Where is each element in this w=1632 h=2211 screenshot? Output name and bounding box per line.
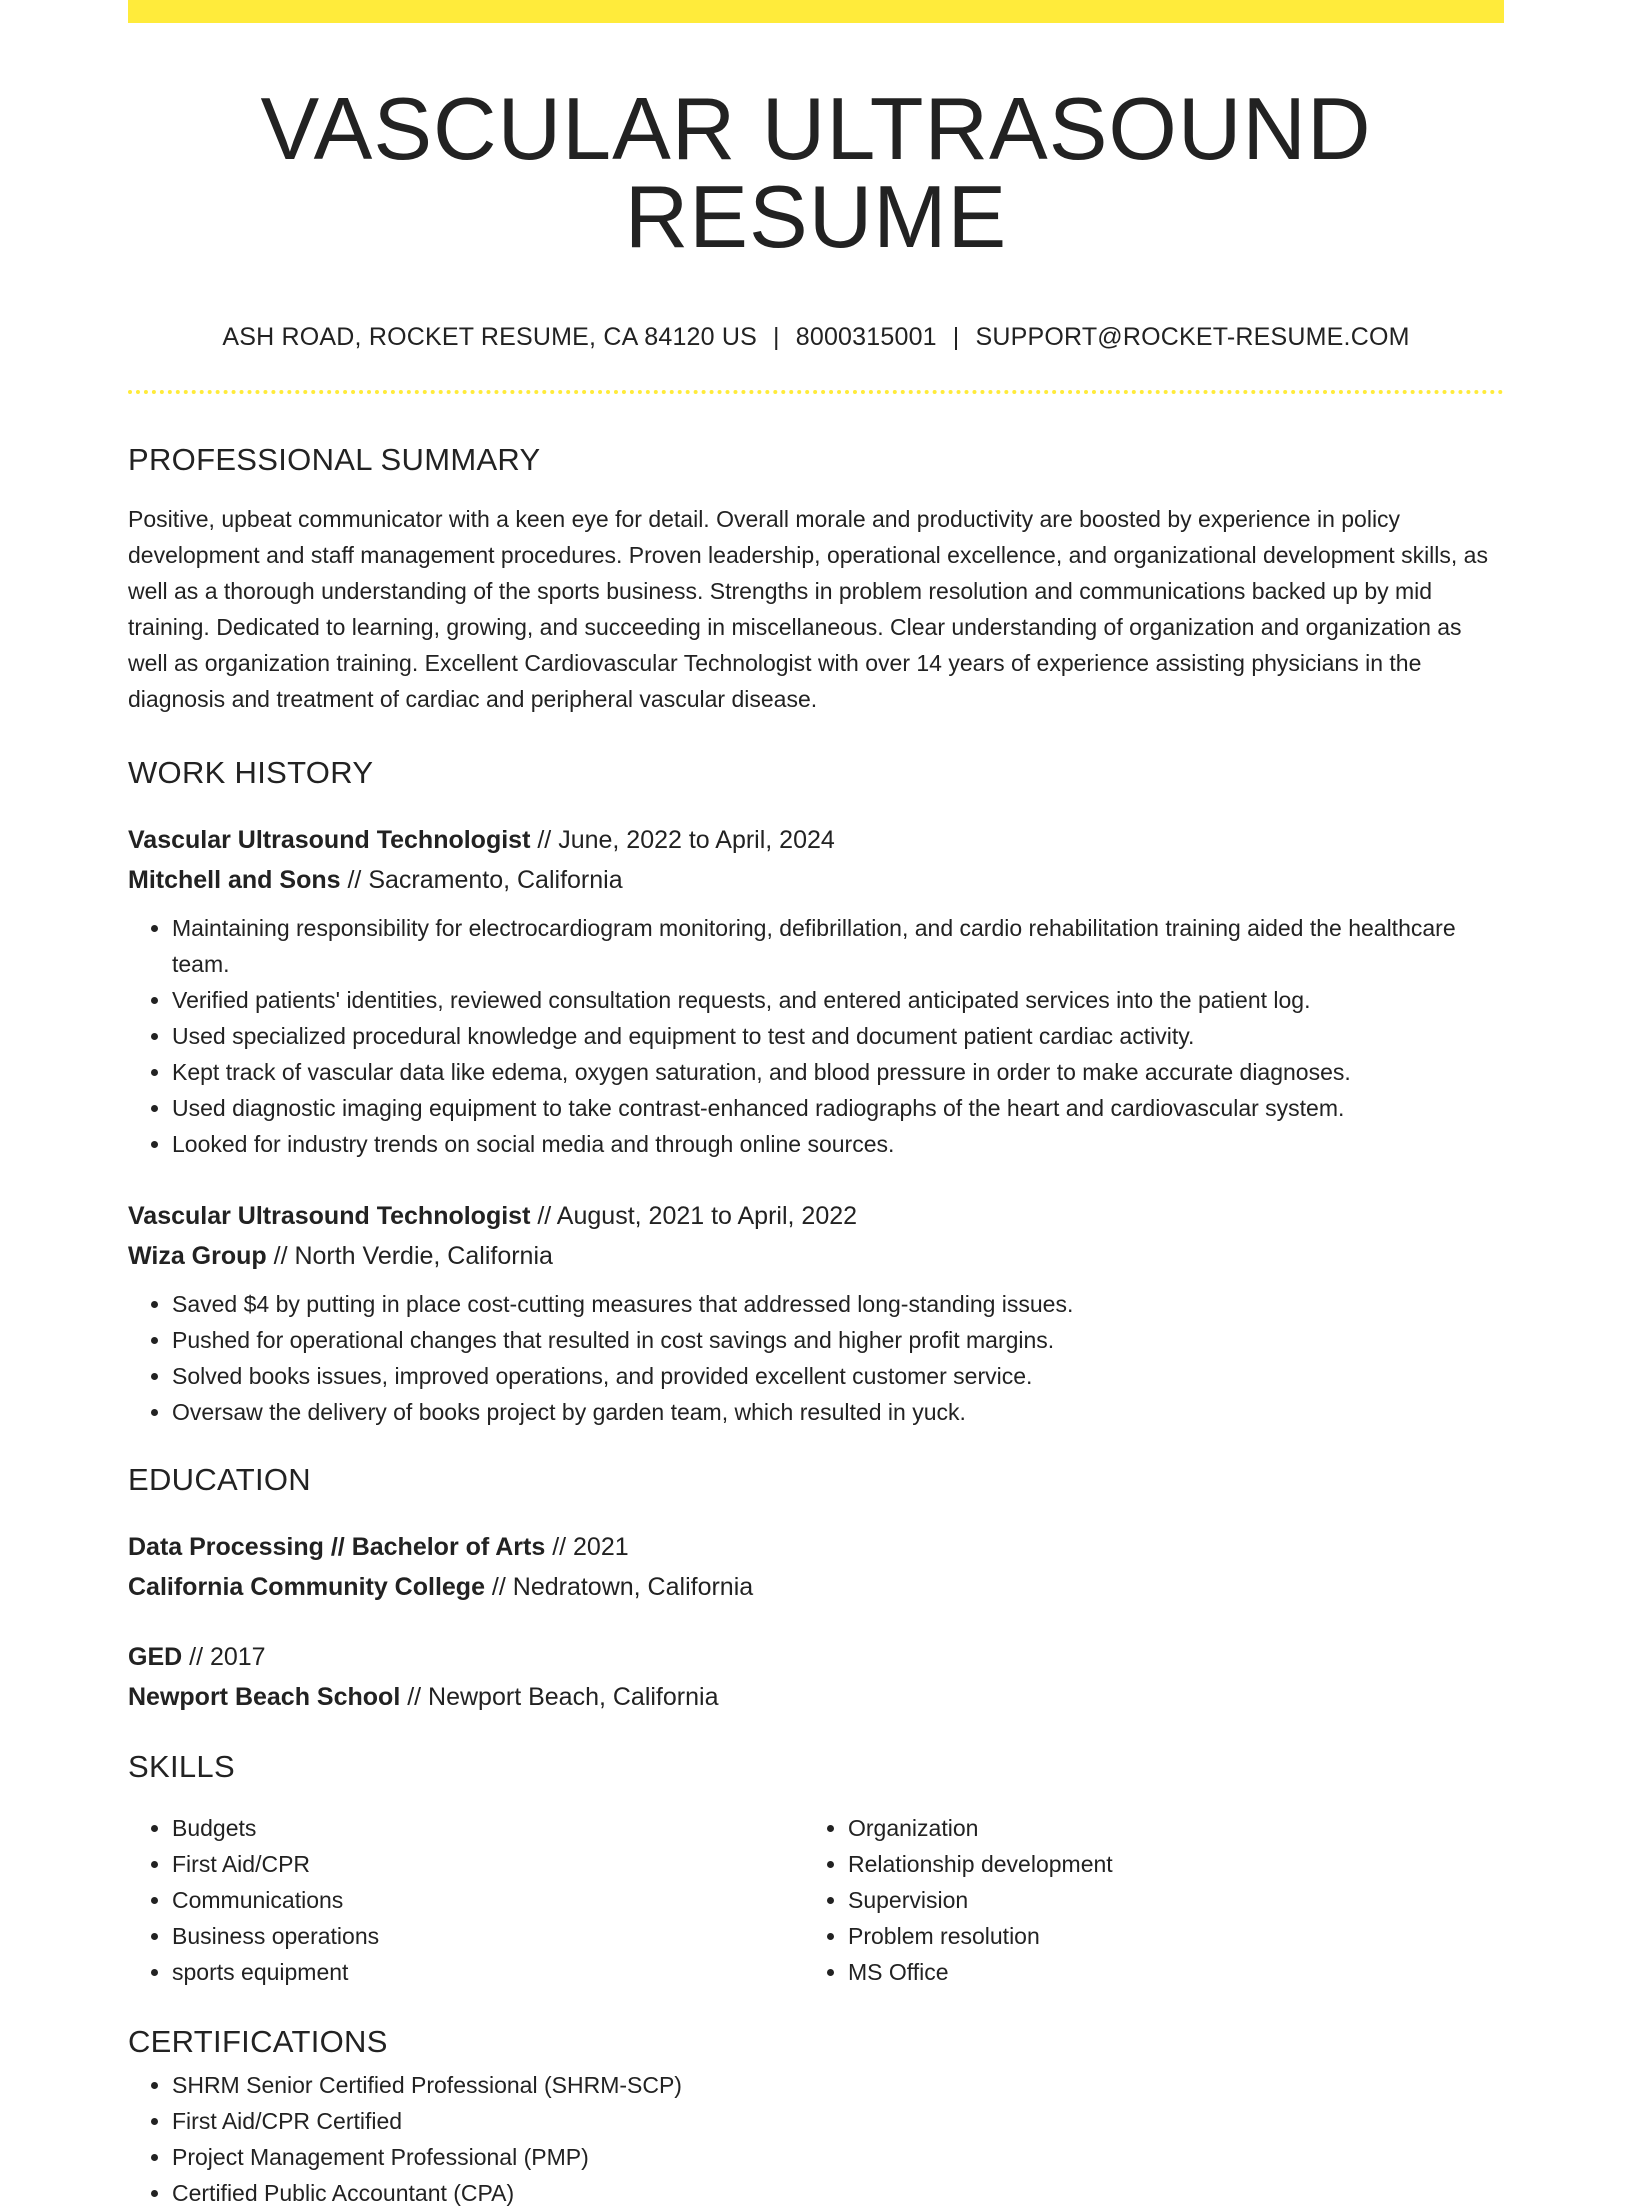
school-location: // Nedratown, California — [484, 1573, 754, 1601]
skill-item: • Relationship development — [848, 1846, 1480, 1882]
skills-right-list — [804, 1810, 1480, 1990]
job-bullets — [128, 910, 1504, 1162]
school-line — [128, 1677, 1504, 1717]
degree: Data Processing // Bachelor of Arts — [128, 1533, 546, 1561]
job-title-line — [128, 1196, 1504, 1236]
contact-line — [128, 325, 1504, 350]
summary-heading: PROFESSIONAL SUMMARY — [128, 442, 541, 477]
degree-line — [128, 1637, 1504, 1677]
job-bullet: • Maintaining responsibility for electrocardiogram monitoring, defibrillation, and cardio rehabilitation training aided the healthcare team. — [172, 910, 1504, 982]
contact-separator: | — [773, 323, 780, 351]
job-bullet: • Saved $4 by putting in place cost-cutting measures that addressed long-standing issues. — [172, 1286, 1504, 1322]
skill-item: • MS Office — [848, 1954, 1480, 1990]
job-title: Vascular Ultrasound Technologist — [128, 826, 531, 854]
certification-item: • First Aid/CPR Certified — [172, 2103, 1504, 2139]
certification-item: • Project Management Professional (PMP) — [172, 2139, 1504, 2175]
job-bullet: • Pushed for operational changes that resulted in cost savings and higher profit margins. — [172, 1322, 1504, 1358]
certification-item: • Certified Public Accountant (CPA) — [172, 2175, 1504, 2211]
job-bullet: • Kept track of vascular data like edema, oxygen saturation, and blood pressure in order to make accurate diagnoses. — [172, 1054, 1504, 1090]
job-title: Vascular Ultrasound Technologist — [128, 1202, 531, 1230]
skill-item: • Organization — [848, 1810, 1480, 1846]
skills-left-list — [128, 1810, 804, 1990]
degree: GED — [128, 1643, 183, 1671]
job-location: // North Verdie, California — [266, 1242, 553, 1270]
certification-item: • SHRM Senior Certified Professional (SHRM-SCP) — [172, 2067, 1504, 2103]
certifications-list — [128, 2067, 1504, 2211]
job-entry — [128, 1196, 1504, 1430]
job-dates: // June, 2022 to April, 2024 — [530, 826, 835, 854]
job-company-line — [128, 1236, 1504, 1276]
dotted-divider — [128, 390, 1504, 394]
job-bullet: • Verified patients' identities, reviewed consultation requests, and entered anticipated services into the patient log. — [172, 982, 1504, 1018]
skill-item: • sports equipment — [172, 1954, 804, 1990]
school: California Community College — [128, 1573, 485, 1601]
school-line — [128, 1567, 1504, 1607]
skill-item: • Communications — [172, 1882, 804, 1918]
job-dates: // August, 2021 to April, 2022 — [530, 1202, 858, 1230]
skill-item: • Budgets — [172, 1810, 804, 1846]
accent-top-bar — [128, 0, 1504, 23]
job-company-line — [128, 860, 1504, 900]
job-title-line — [128, 820, 1504, 860]
contact-separator: | — [952, 323, 960, 351]
job-entry — [128, 820, 1504, 1162]
skill-item: • First Aid/CPR — [172, 1846, 804, 1882]
job-bullet: • Used diagnostic imaging equipment to take contrast-enhanced radiographs of the heart and cardiovascular system. — [172, 1090, 1504, 1126]
degree-year: // 2021 — [545, 1533, 629, 1561]
work-history-heading: WORK HISTORY — [128, 755, 374, 790]
education-heading: EDUCATION — [128, 1462, 311, 1497]
skill-item: • Supervision — [848, 1882, 1480, 1918]
contact-phone: 8000315001 — [795, 323, 937, 351]
degree-line — [128, 1527, 1504, 1567]
job-bullet: • Oversaw the delivery of books project by garden team, which resulted in yuck. — [172, 1394, 1504, 1430]
skills-columns — [128, 1810, 1504, 1990]
degree-year: // 2017 — [182, 1643, 266, 1671]
school-location: // Newport Beach, California — [400, 1683, 719, 1711]
job-bullets — [128, 1286, 1504, 1430]
job-company: Wiza Group — [128, 1242, 267, 1270]
resume-title: VASCULAR ULTRASOUND RESUME — [260, 79, 1372, 266]
skill-item: • Problem resolution — [848, 1918, 1480, 1954]
education-entry — [128, 1637, 1504, 1717]
job-bullet: • Looked for industry trends on social media and through online sources. — [172, 1126, 1504, 1162]
skills-heading: SKILLS — [128, 1749, 235, 1784]
resume-page — [128, 0, 1504, 2211]
contact-email: SUPPORT@ROCKET-RESUME.COM — [975, 323, 1410, 351]
job-bullet: • Solved books issues, improved operations, and provided excellent customer service. — [172, 1358, 1504, 1394]
summary-text: Positive, upbeat communicator with a keen eye for detail. Overall morale and productivity are boosted by experience in policy development and staff management procedures. Proven leadership, operational excellence, and organizational development skills, as well as a thorough understanding of the sports business. Strengths in problem resolution and communications backed up by mid training. Dedicated to learning, growing, and succeeding in miscellaneous. Clear understanding of organization and organization as well as organization training. Excellent Cardiovascular Technologist with over 14 years of experience assisting physicians in the diagnosis and treatment of cardiac and peripheral vascular disease. — [128, 506, 1488, 712]
certifications-heading: CERTIFICATIONS — [128, 2024, 388, 2059]
school: Newport Beach School — [128, 1683, 401, 1711]
job-company: Mitchell and Sons — [128, 866, 341, 894]
contact-address: ASH ROAD, ROCKET RESUME, CA 84120 US — [222, 323, 758, 351]
job-location: // Sacramento, California — [340, 866, 623, 894]
education-entry — [128, 1527, 1504, 1607]
job-bullet: • Used specialized procedural knowledge and equipment to test and document patient cardiac activity. — [172, 1018, 1504, 1054]
skill-item: • Business operations — [172, 1918, 804, 1954]
